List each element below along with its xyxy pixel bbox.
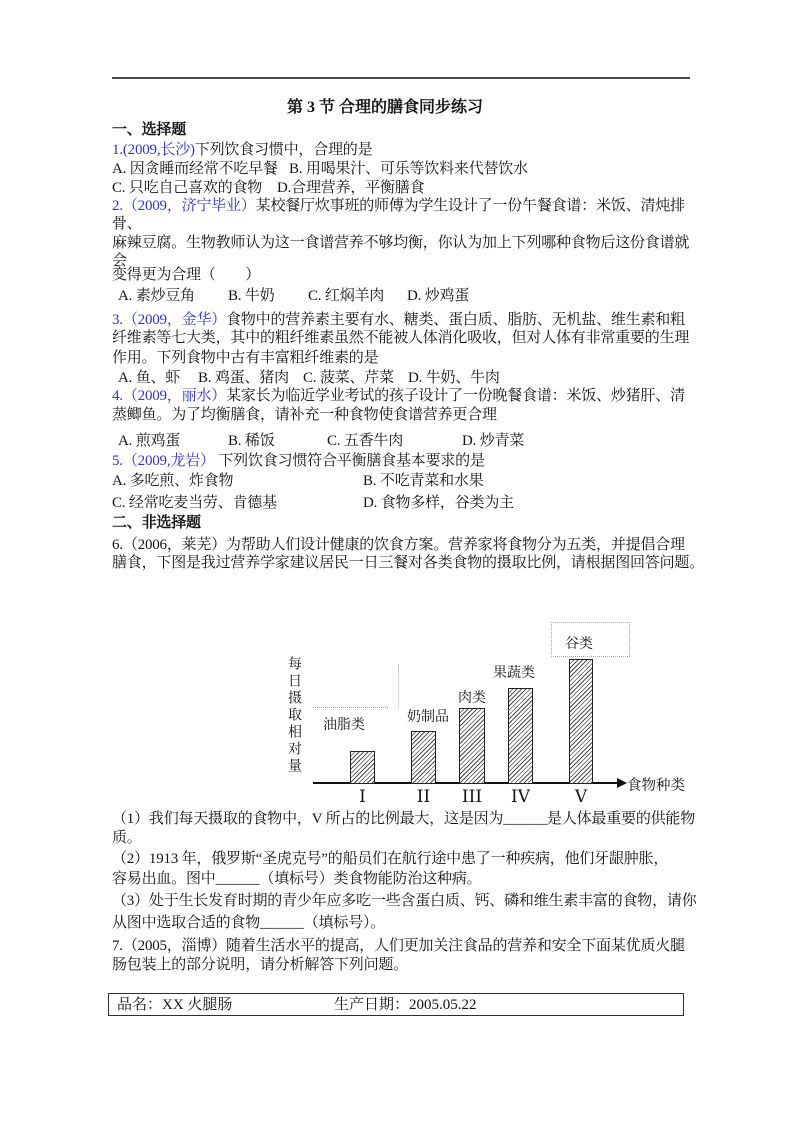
- bar-category-I: I: [359, 787, 366, 807]
- q6-part1-line-2: 质。: [112, 830, 142, 846]
- question-2-line-3: 麻辣豆腐。生物教师认为这一食谱营养不够均衡，你认为加上下列哪种食物后这份食谱就: [112, 235, 690, 251]
- bar-I: [350, 751, 375, 784]
- bar-category-IV: IV: [511, 787, 530, 807]
- question-4-source-tag: 4.（2009，丽水）: [112, 388, 227, 404]
- page-title: 第 3 节 合理的膳食同步练习: [286, 99, 483, 116]
- package-info-table: [108, 993, 684, 1016]
- q1-option-b: B. 用喝果汁、可乐等饮料来代替饮水: [289, 161, 528, 177]
- bar-label-V: 谷类: [565, 637, 593, 652]
- q6-part3-line-2: 从图中选取合适的食物______（填标号）。: [112, 915, 386, 931]
- q1-option-c: C. 只吃自己喜欢的食物: [112, 180, 263, 196]
- bar-V: [569, 659, 593, 784]
- q6-part2-line-2: 容易出血。图中______（填标号）类食物能防治这种病。: [112, 871, 482, 887]
- bar-category-V: V: [574, 787, 588, 807]
- package-production-date: 生产日期：2005.05.22: [334, 997, 477, 1013]
- question-1-stem: 下列饮食习惯中，合理的是: [194, 142, 373, 158]
- question-2-line-4: 会: [112, 253, 127, 269]
- package-product-name: 品名：XX 火腿肠: [117, 997, 233, 1013]
- question-3-source-tag: 3.（2009，金华）: [112, 312, 227, 328]
- question-4-line-2: 蒸鲫鱼。为了均衡膳食，请补充一种食物使食谱营养更合理: [112, 407, 497, 423]
- question-4-stem-1: 某家长为临近学业考试的孩子设计了一份晚餐食谱：米饭、炒猪肝、清: [226, 388, 685, 404]
- bar-IV: [508, 688, 533, 784]
- q6-part1-line-1: （1）我们每天摄取的食物中，V 所占的比例最大，这是因为______是人体最重要的供能物: [112, 811, 696, 827]
- q3-option-d: D. 牛奶、牛肉: [408, 370, 500, 386]
- bar-label-III: 肉类: [458, 691, 486, 706]
- q2-option-a: A. 素炒豆角: [118, 288, 195, 304]
- question-4-line-1: [112, 386, 685, 406]
- q6-part3-line-1: （3）处于生长发育时期的青少年应多吃一些含蛋白质、钙、磷和维生素丰富的食物，请你: [112, 893, 697, 909]
- question-2-line-2: 骨、: [112, 216, 142, 232]
- q4-option-a: A. 煎鸡蛋: [118, 433, 181, 449]
- q4-option-b: B. 稀饭: [228, 433, 275, 449]
- q5-option-c: C. 经常吃麦当劳、肯德基: [112, 495, 277, 511]
- question-5-line: [112, 451, 485, 471]
- question-6-line-1: 6.（2006，莱芜）为帮助人们设计健康的饮食方案。营养家将食物分为五类，并提倡合理: [112, 537, 685, 553]
- q5-option-b: B. 不吃青菜和水果: [363, 473, 484, 489]
- section-choice-heading: 一、选择题: [112, 122, 187, 138]
- q5-option-a: A. 多吃煎、炸食物: [112, 473, 234, 489]
- question-6-line-2: 膳食，下图是我过营养学家建议居民一日三餐对各类食物的摄取比例，请根据图回答问题。: [112, 555, 705, 571]
- question-2-stem-1: 某校餐厅炊事班的师傅为学生设计了一份午餐食谱：米饭、清炖排: [255, 198, 685, 214]
- question-3-line-1: [112, 310, 685, 330]
- y-axis-label: 每日摄取相对量: [286, 656, 301, 775]
- bar-label-I: 油脂类: [323, 718, 365, 733]
- question-7-line-1: 7.（2005，淄博）随着生活水平的提高，人们更加关注食品的营养和安全下面某优质火腿: [112, 938, 685, 954]
- q6-part2-line-1: （2）1913 年，俄罗斯“圣虎克号”的船员们在航行途中患了一种疾病，他们牙龈肿胀，: [112, 851, 669, 867]
- q1-option-d: D.合理营养，平衡膳食: [277, 180, 425, 196]
- bar-category-II: II: [416, 787, 431, 807]
- section-nonchoice-heading: 二、非选择题: [112, 515, 201, 531]
- q2-option-b: B. 牛奶: [228, 288, 275, 304]
- q5-option-d: D. 食物多样，谷类为主: [363, 495, 514, 511]
- dotted-artifact-vline: [398, 664, 399, 708]
- question-5-source-tag: 5.（2009,龙岩）: [112, 453, 215, 469]
- q4-option-c: C. 五香牛肉: [327, 433, 404, 449]
- q3-option-c: C. 菠菜、芹菜: [303, 370, 394, 386]
- question-3-line-2: 纤维素等七大类，其中的粗纤维素虽然不能被人体消化吸收，但对人体有非常重要的生理: [112, 330, 690, 346]
- bar-label-II: 奶制品: [407, 710, 449, 725]
- question-2-source-tag: 2.（2009，济宁毕业）: [112, 198, 256, 214]
- x-axis-label: 食物种类: [627, 778, 685, 794]
- question-1-line: [112, 140, 372, 160]
- q3-option-a: A. 鱼、虾: [118, 370, 181, 386]
- q3-option-b: B. 鸡蛋、猪肉: [198, 370, 289, 386]
- dotted-artifact-hline: [313, 707, 388, 708]
- bar-category-III: III: [461, 787, 483, 807]
- bar-label-IV: 果蔬类: [493, 666, 535, 681]
- q2-option-c: C. 红焖羊肉: [308, 288, 385, 304]
- q1-option-a: A. 因贪睡而经常不吃早餐: [112, 161, 278, 177]
- header-rule: [112, 77, 690, 79]
- question-2-line-1: [112, 196, 685, 216]
- q2-option-d: D. 炒鸡蛋: [407, 288, 470, 304]
- question-2-line-5: 变得更为合理（ ）: [112, 267, 261, 283]
- question-5-stem: 下列饮食习惯符合平衡膳食基本要求的是: [214, 453, 485, 469]
- question-3-stem-1: 食物中的营养素主要有水、糖类、蛋白质、脂肪、无机盐、维生素和粗: [226, 312, 685, 328]
- question-3-line-3: 作用。下列食物中古有丰富粗纤维素的是: [112, 350, 379, 366]
- question-7-line-2: 肠包装上的部分说明，请分析解答下列问题。: [112, 957, 409, 973]
- bar-II: [411, 731, 436, 784]
- x-axis-arrowhead: [617, 778, 627, 788]
- intake-chart: [283, 622, 698, 817]
- question-1-source-tag: 1.(2009,长沙): [112, 142, 195, 158]
- q4-option-d: D. 炒青菜: [462, 433, 525, 449]
- bar-III: [459, 708, 485, 784]
